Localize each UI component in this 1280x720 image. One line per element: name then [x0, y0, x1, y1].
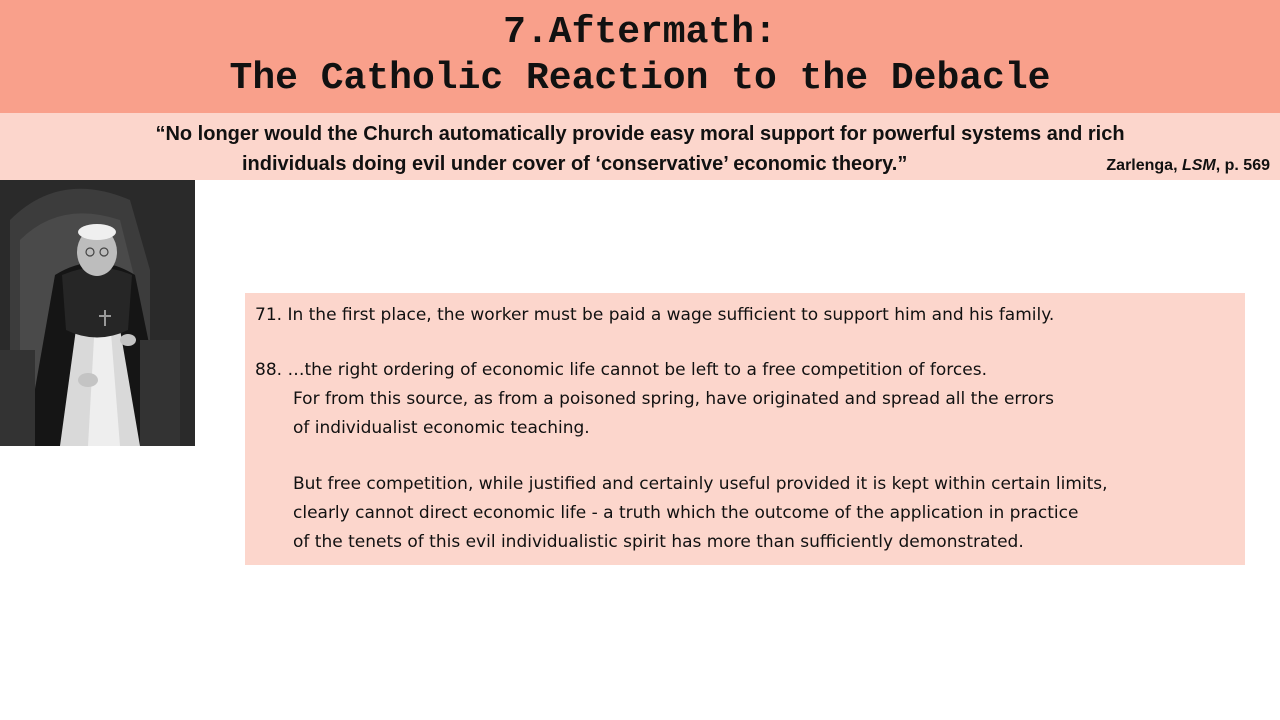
excerpt-line: clearly cannot direct economic life - a truth which the outcome of the application in practice	[293, 503, 1079, 523]
quote-citation	[1106, 155, 1270, 177]
encyclical-excerpt	[245, 293, 1245, 565]
slide-title-line2: The Catholic Reaction to the Debacle	[229, 56, 1051, 100]
citation-work: LSM	[1181, 157, 1216, 174]
slide-title-line1: 7.Aftermath:	[503, 10, 777, 54]
quote-text-line1: “No longer would the Church automatically provide easy moral support for powerful systems and rich	[155, 123, 1125, 145]
portrait-photo-icon	[0, 180, 195, 446]
portrait-illustration	[0, 180, 195, 446]
quote-bar	[0, 113, 1280, 180]
excerpt-line: of individualist economic teaching.	[293, 418, 590, 438]
title-bar	[0, 0, 1280, 113]
citation-author: Zarlenga,	[1106, 157, 1182, 174]
excerpt-line: of the tenets of this evil individualistic spirit has more than sufficiently demonstrated.	[293, 532, 1024, 552]
excerpt-line: 71. In the first place, the worker must be paid a wage sufficient to support him and his family.	[255, 305, 1055, 325]
excerpt-line: But free competition, while justified and certainly useful provided it is kept within certain limits,	[293, 474, 1108, 494]
excerpt-line: For from this source, as from a poisoned spring, have originated and spread all the errors	[293, 389, 1054, 409]
citation-page: , p. 569	[1215, 157, 1270, 174]
excerpt-line: 88. …the right ordering of economic life cannot be left to a free competition of forces.	[255, 360, 987, 380]
quote-text-line2: individuals doing evil under cover of ‘conservative’ economic theory.”	[242, 153, 908, 175]
